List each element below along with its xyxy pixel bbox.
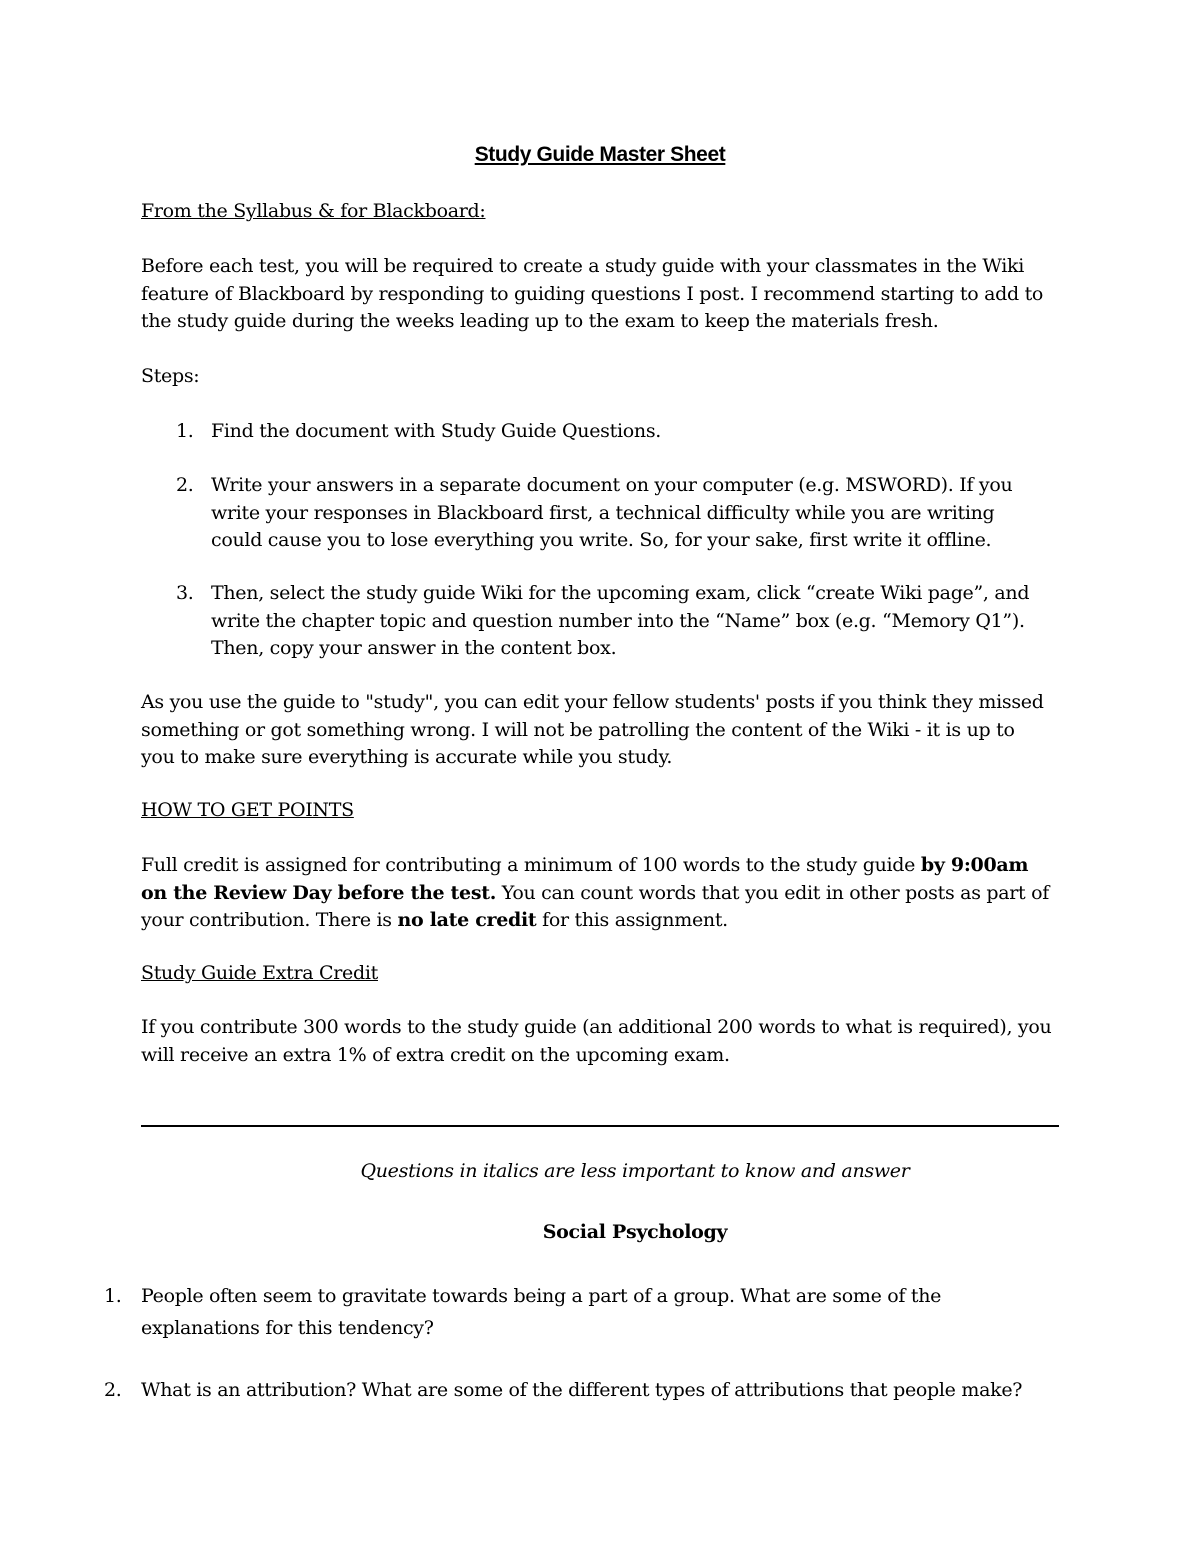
question-2-text — [141, 1374, 1022, 1406]
credit-paragraph — [141, 852, 1049, 935]
step-line: Write your answers in a separate document on your computer (e.g. MSWORD). If you — [211, 474, 1013, 496]
credit-text: Full credit is assigned for contributing a minimum of 100 words to the study guide — [141, 854, 921, 876]
extra-line: If you contribute 300 words to the study guide (an additional 200 words to what is required), you — [141, 1016, 1052, 1038]
section-title: Social Psychology — [542, 1221, 728, 1243]
step-line: could cause you to lose everything you write. So, for your sake, first write it offline. — [211, 529, 992, 551]
step-2-text — [211, 472, 1012, 555]
usage-line: you to make sure everything is accurate while you study. — [141, 746, 673, 768]
step-1-text — [211, 418, 661, 446]
credit-line-2 — [141, 880, 1049, 908]
usage-paragraph — [141, 689, 1044, 772]
credit-text: your contribution. There is — [141, 909, 398, 931]
question-number: 1. — [104, 1285, 122, 1307]
from-syllabus-heading: From the Syllabus & for Blackboard: — [141, 200, 486, 222]
extra-credit-paragraph — [141, 1014, 1051, 1069]
credit-text: for this assignment. — [536, 909, 728, 931]
step-number: 3. — [176, 582, 194, 604]
step-line: write your responses in Blackboard first, a technical difficulty while you are writing — [211, 501, 995, 524]
question-number: 2. — [104, 1379, 122, 1401]
step-line: Then, select the study guide Wiki for the upcoming exam, click “create Wiki page”, and — [211, 582, 1030, 604]
extra-line: will receive an extra 1% of extra credit on the upcoming exam. — [141, 1043, 730, 1066]
credit-line-3 — [141, 907, 1049, 935]
intro-line: Before each test, you will be required to create a study guide with your classmates in the Wiki — [141, 255, 1025, 277]
question-line: What is an attribution? What are some of the different types of attributions that people make? — [141, 1379, 1023, 1401]
points-heading: HOW TO GET POINTS — [141, 799, 354, 821]
no-late-credit-bold: no late credit — [397, 909, 537, 931]
step-number: 2. — [176, 474, 194, 496]
credit-text: You can count words that you edit in other posts as part of — [496, 881, 1049, 904]
usage-line: something or got something wrong. I will not be patrolling the content of the Wiki - it is up to — [141, 718, 1015, 741]
deadline-bold: on the Review Day before the test. — [141, 881, 497, 904]
steps-label: Steps: — [141, 365, 200, 387]
extra-credit-heading: Study Guide Extra Credit — [141, 962, 378, 984]
italics-note: Questions in italics are less important to know and answer — [360, 1160, 910, 1182]
intro-line: feature of Blackboard by responding to guiding questions I post. I recommend starting to add to — [141, 282, 1044, 305]
deadline-bold: by 9:00am — [920, 854, 1029, 876]
step-number: 1. — [176, 420, 194, 442]
intro-line: the study guide during the weeks leading up to the exam to keep the materials fresh. — [141, 310, 939, 332]
step-line: Then, copy your answer in the content box. — [211, 637, 617, 659]
credit-line-1 — [141, 852, 1049, 880]
step-line: Find the document with Study Guide Questions. — [211, 420, 662, 442]
step-3-text — [211, 580, 1029, 663]
intro-paragraph — [141, 253, 1043, 336]
question-line: People often seem to gravitate towards being a part of a group. What are some of the — [141, 1285, 942, 1307]
usage-line: As you use the guide to "study", you can edit your fellow students' posts if you think they missed — [141, 691, 1044, 713]
horizontal-divider — [141, 1125, 1059, 1127]
document-title: Study Guide Master Sheet — [474, 143, 726, 166]
question-1-text — [141, 1280, 941, 1344]
step-line: write the chapter topic and question number into the “Name” box (e.g. “Memory Q1”). — [211, 609, 1025, 632]
question-line: explanations for this tendency? — [141, 1317, 434, 1339]
